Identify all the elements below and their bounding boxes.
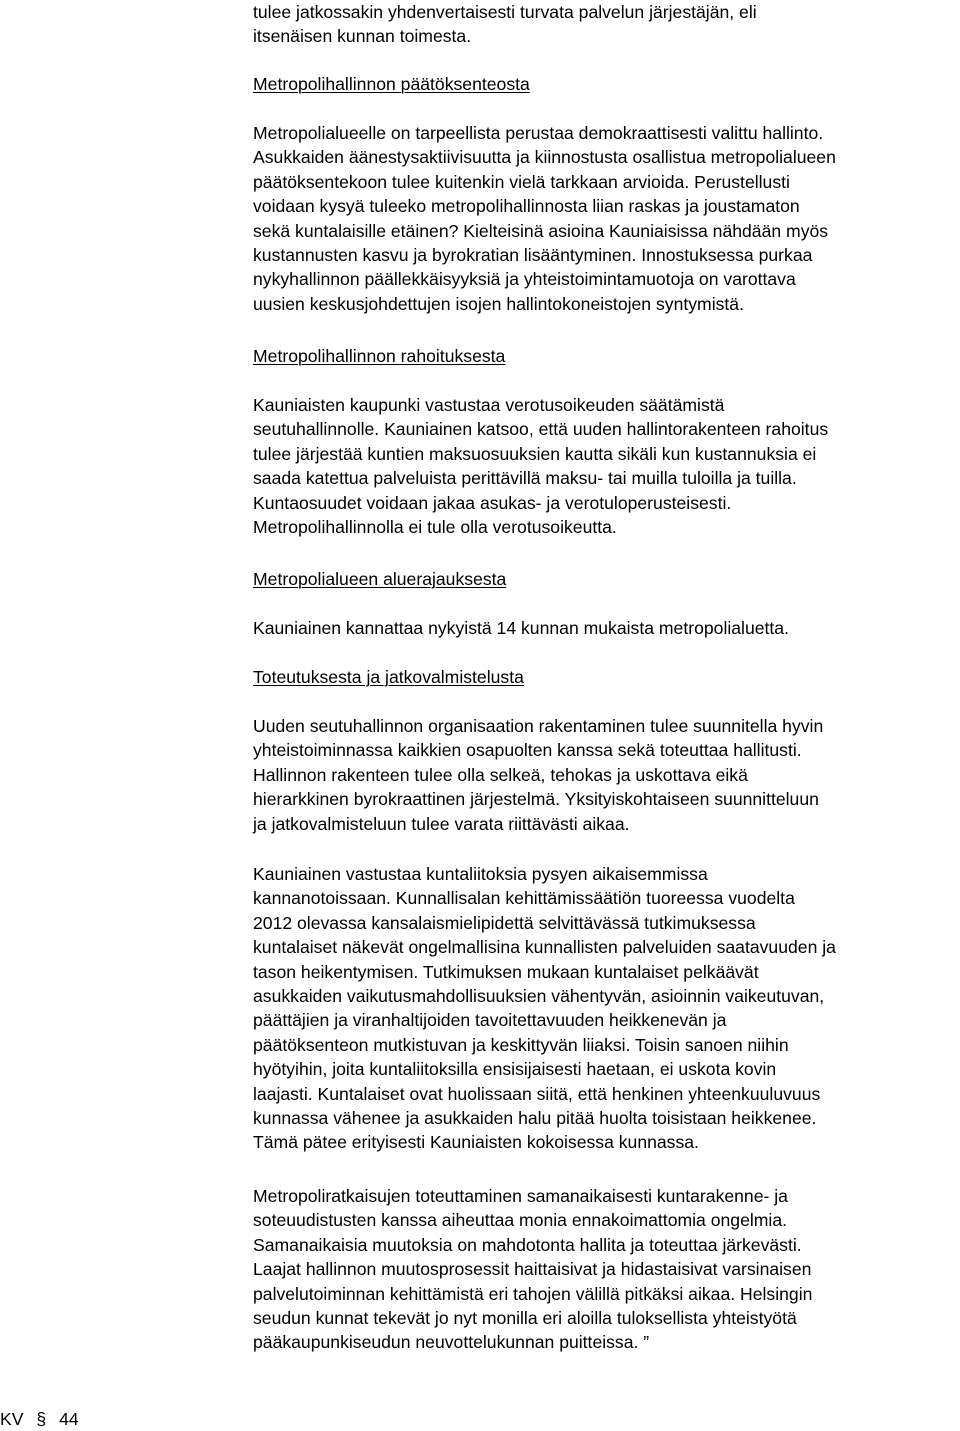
- paragraph-line: Kauniainen kannattaa nykyistä 14 kunnan mukaista metropolialuetta.: [253, 618, 789, 638]
- paragraph-line: seutuhallinnolle. Kauniainen katsoo, että uuden hallintorakenteen rahoitus: [253, 419, 829, 440]
- paragraph-line: palvelutoiminnan kehittämistä eri tahojen välillä pitkäksi aikaa. Helsingin: [253, 1283, 813, 1304]
- paragraph-line: Kuntaosuudet voidaan jakaa asukas- ja verotuloperusteisesti.: [253, 492, 732, 513]
- paragraph-line: Metropoliratkaisujen toteuttaminen samanaikaisesti kuntarakenne- ja: [253, 1186, 788, 1206]
- footer-label: KV: [0, 1409, 24, 1429]
- paragraph-line: yhteistoiminnassa kaikkien osapuolten kanssa sekä toteuttaa hallitusti.: [253, 740, 802, 761]
- paragraph-line: ja jatkovalmisteluun tulee varata riittävästi aikaa.: [253, 813, 630, 834]
- paragraph-line: laajasti. Kuntalaiset ovat huolissaan siitä, että henkinen yhteenkuuluvuus: [253, 1083, 821, 1104]
- paragraph-line: päätöksenteon mutkistuvan ja keskittyvän liiaksi. Toisin sanoen niihin: [253, 1034, 789, 1055]
- paragraph-line: Asukkaiden äänestysaktiivisuutta ja kiinnostusta osallistua metropolialueen: [253, 147, 836, 168]
- paragraph-line: tulee järjestää kuntien maksuosuuksien kautta sikäli kun kustannuksia ei: [253, 443, 817, 464]
- paragraph-line: sekä kuntalaisille etäinen? Kielteisinä asioina Kauniaisissa nähdään myös: [253, 220, 829, 241]
- paragraph-line: päättäjien ja viranhaltijoiden tavoitettavuuden heikkenevän ja: [253, 1010, 727, 1031]
- section-paragraph: [253, 616, 960, 640]
- paragraph-line: hierarkkinen byrokraattinen järjestelmä. Yksityiskohtaiseen suunnitteluun: [253, 789, 819, 810]
- paragraph-line: kunnassa vähenee ja asukkaiden halu pitää huolta toisistaan heikkenee.: [253, 1108, 817, 1129]
- paragraph-line: asukkaiden vaikutusmahdollisuuksien vähentyvän, asioinnin vaikeutuvan,: [253, 986, 825, 1007]
- paragraph-line: soteuudistusten kanssa aiheuttaa monia ennakoimattomia ongelmia.: [253, 1210, 788, 1231]
- section-paragraph: [253, 121, 960, 316]
- section-paragraph: [253, 1184, 960, 1355]
- intro-paragraph: [253, 0, 960, 49]
- intro-line: tulee jatkossakin yhdenvertaisesti turvata palvelun järjestäjän, eli: [253, 2, 757, 22]
- paragraph-line: Samanaikaisia muutoksia on mahdotonta hallita ja toteuttaa järkevästi.: [253, 1234, 802, 1255]
- paragraph-line: seudun kunnat tekevät jo nyt monilla eri aloilla tuloksellista yhteistyötä: [253, 1308, 797, 1329]
- paragraph-line: Metropolihallinnolla ei tule olla verotusoikeutta.: [253, 517, 617, 538]
- paragraph-line: Tämä pätee erityisesti Kauniaisten kokoisessa kunnassa.: [253, 1132, 699, 1153]
- paragraph-line: kuntalaiset näkevät ongelmallisina kunnallisten palveluiden saatavuuden ja: [253, 937, 836, 958]
- section-heading-decision-making: Metropolihallinnon päätöksenteosta: [253, 74, 530, 94]
- paragraph-line: pääkaupunkiseudun neuvottelukunnan puitteissa. ”: [253, 1332, 650, 1353]
- paragraph-line: päätöksentekoon tulee kuitenkin vielä tarkkaan arvioida. Perustellusti: [253, 171, 790, 192]
- paragraph-line: Metropolialueelle on tarpeellista perustaa demokraattisesti valittu hallinto.: [253, 123, 824, 143]
- footer-number: 44: [59, 1409, 79, 1429]
- section-paragraph: [253, 714, 960, 836]
- section-paragraph: [253, 393, 960, 539]
- page-reference: [0, 1407, 79, 1431]
- paragraph-line: voidaan kysyä tuleeko metropolihallinnosta liian raskas ja joustamaton: [253, 196, 800, 217]
- paragraph-line: Kauniainen vastustaa kuntaliitoksia pysyen aikaisemmissa: [253, 864, 708, 884]
- section-sign: §: [36, 1409, 47, 1429]
- paragraph-line: kannanotoissaan. Kunnallisalan kehittämissäätiön tuoreessa vuodelta: [253, 888, 795, 909]
- paragraph-line: Laajat hallinnon muutosprosessit haittaisivat ja hidastaisivat varsinaisen: [253, 1259, 812, 1280]
- paragraph-line: Kauniaisten kaupunki vastustaa verotusoikeuden säätämistä: [253, 395, 725, 415]
- paragraph-line: 2012 olevassa kansalaismielipidettä selvittävässä tutkimuksessa: [253, 912, 756, 933]
- paragraph-line: Hallinnon rakenteen tulee olla selkeä, tehokas ja uskottava eikä: [253, 764, 748, 785]
- section-heading-funding: Metropolihallinnon rahoituksesta: [253, 346, 506, 366]
- paragraph-line: kustannusten kasvu ja byrokratian lisääntyminen. Innostuksessa purkaa: [253, 245, 813, 266]
- paragraph-line: uusien keskusjohdettujen isojen hallintokoneistojen syntymistä.: [253, 293, 744, 314]
- paragraph-line: Uuden seutuhallinnon organisaation rakentaminen tulee suunnitella hyvin: [253, 716, 824, 736]
- paragraph-line: tason heikentymisen. Tutkimuksen mukaan kuntalaiset pelkäävät: [253, 961, 759, 982]
- section-heading-area-boundaries: Metropolialueen aluerajauksesta: [253, 569, 507, 589]
- intro-line: itsenäisen kunnan toimesta.: [253, 26, 472, 47]
- section-heading-implementation: Toteutuksesta ja jatkovalmistelusta: [253, 667, 524, 687]
- paragraph-line: nykyhallinnon päällekkäisyyksiä ja yhteistoimintamuotoja on varottava: [253, 269, 796, 290]
- paragraph-line: saada katettua palveluista perittävillä maksu- tai muilla tuloilla ja tuilla.: [253, 468, 797, 489]
- section-paragraph: [253, 862, 960, 1155]
- paragraph-line: hyötyihin, joita kuntaliitoksilla ensisijaisesti haetaan, ei uskota kovin: [253, 1059, 777, 1080]
